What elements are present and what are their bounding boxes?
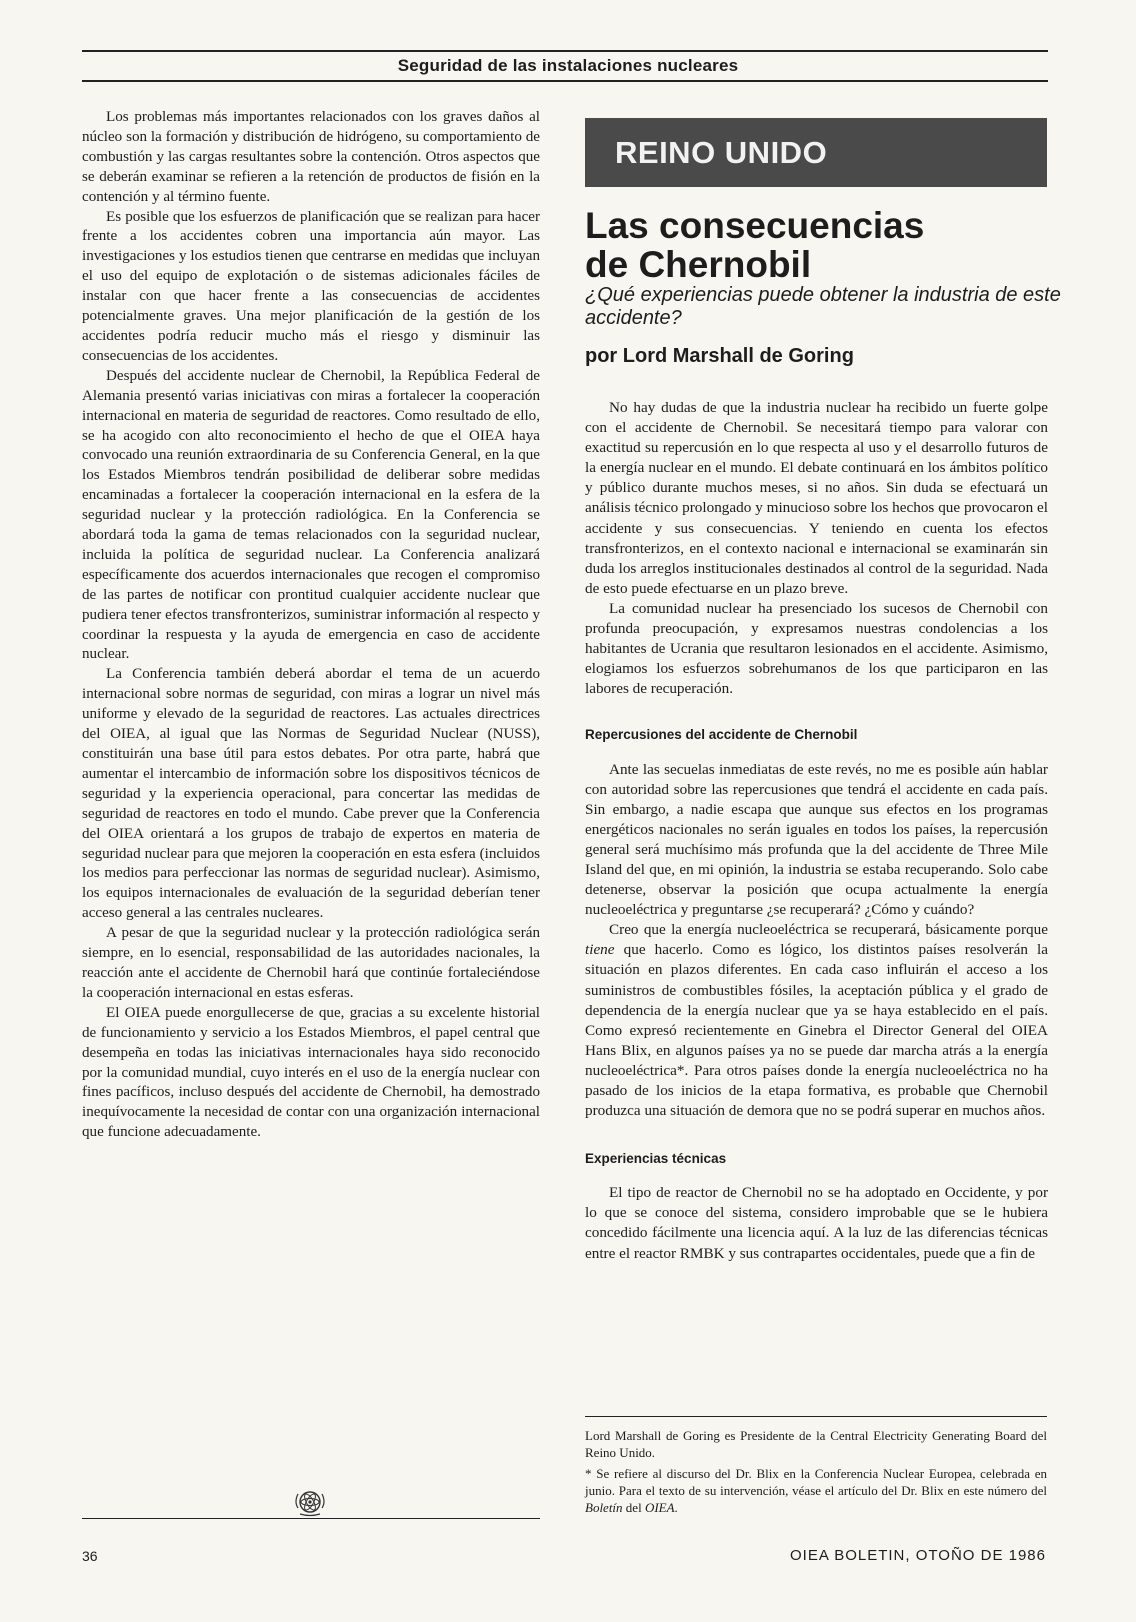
star-footnote-end: . xyxy=(674,1500,678,1515)
article-paragraph: Ante las secuelas inmediatas de este revés, no me es posible aún hablar con autoridad sobre las repercusiones que tendrá el accidente en cada país. Sin embargo, a nadie escapa que aunque sus efectos en los programas energéticos nacionales no serán iguales en todos los países, la repercusión general será muchísimo más profunda que la del accidente de Three Mile Island del que, en mi opinión, la industria se estaba recuperando. Solo cabe detenerse, observar la posición que ocupa actualmente la energía nucleoeléctrica y preguntarse ¿se recuperará? ¿Cómo y cuándo? xyxy=(585,760,1048,919)
article-title-line2: de Chernobil xyxy=(585,244,812,285)
article-paragraph: El tipo de reactor de Chernobil no se ha adoptado en Occidente, y por lo que se conoce del sistema, considero improbable que se le hubiera concedido fácilmente una licencia aquí. A la luz de las diferencias técnicas entre el reactor RMBK y sus contrapartes occidentales, puede que a fin de xyxy=(585,1184,1048,1262)
bottom-left-rule xyxy=(82,1518,540,1519)
page-number: 36 xyxy=(82,1548,98,1564)
author-footnote: Lord Marshall de Goring es Presidente de la Central Electricity Generating Board del Reino Unido. xyxy=(585,1428,1047,1460)
footnotes xyxy=(585,1427,1047,1520)
header-bottom-rule xyxy=(82,80,1048,82)
left-paragraph: El OIEA puede enorgullecerse de que, gracias a su excelente historial de funcionamiento y servicio a los Estados Miembros, el papel central que desempeña en todas las iniciativas internacionales haya sido reconocido por la comunidad mundial, cuyo interés en el uso de la energía nuclear con fines pacíficos, incluso después del accidente de Chernobil, ha demostrado inequívocamente la necesidad de contar con una organización internacional que funcione adecuadamente. xyxy=(82,1004,540,1141)
creo-emphasis: tiene xyxy=(585,941,615,959)
running-header: Seguridad de las instalaciones nucleares xyxy=(397,56,739,75)
star-footnote xyxy=(585,1465,1047,1516)
creo-text-a: Creo que la energía nucleoeléctrica se recuperará, básicamente porque xyxy=(609,921,1048,939)
star-footnote-boletin: Boletín xyxy=(585,1500,623,1515)
article-paragraph xyxy=(585,920,1048,1121)
section-heading-repercusiones: Repercusiones del accidente de Chernobil xyxy=(585,727,858,743)
header-top-rule xyxy=(82,50,1048,52)
star-footnote-text: * Se refiere al discurso del Dr. Blix en la Conferencia Nuclear Europea, celebrada en junio. Para el texto de su intervención, véase el artículo del Dr. Blix en este número del xyxy=(585,1466,1047,1498)
star-footnote-oiea: OIEA xyxy=(644,1500,675,1515)
article-title xyxy=(585,206,1055,284)
section-heading-experiencias: Experiencias técnicas xyxy=(585,1151,727,1167)
left-column xyxy=(82,108,540,1143)
article-paragraph: No hay dudas de que la industria nuclear ha recibido un fuerte golpe con el accidente de Chernobil. Se necesitará tiempo para valorar con exactitud su repercusión en lo que respecta al uso y el desarrollo futuros de la energía nuclear en el mundo. El debate continuará en los ámbitos político y público durante muchos meses, si no años. Sin duda se efectuará un análisis técnico prolongado y minucioso sobre los hechos que provocaron el accidente y sus consecuencias. Y teniendo en cuenta los efectos transfronterizos, en el contexto nacional e internacional se examinarán sin duda los arreglos institucionales destinados al control de la seguridad. Nada de esto puede efectuarse en un plazo breve. xyxy=(585,399,1048,597)
left-paragraph: Los problemas más importantes relacionados con los graves daños al núcleo son la formación y distribución de hidrógeno, su comportamiento de combustión y las cargas resultantes sobre la contención. Otros aspectos que se deberán examinar se refieren a la retención de productos de fisión en la contención y al término fuente. xyxy=(82,109,540,205)
article-paragraph: La comunidad nuclear ha presenciado los sucesos de Chernobil con profunda preocupación, y expresamos nuestras condolencias a los habitantes de Ucrania que resultaron lesionados en el accidente. Asimismo, elogiamos los esfuerzos sobrehumanos de los que participaron en las labores de recuperación. xyxy=(585,599,1048,698)
creo-text-b: que hacerlo. Como es lógico, los distintos países resolverán la situación en plazos diferentes. En cada caso influirán el acceso a los suministros de combustibles fósiles, la aceptación pública y el grado de dependencia de la energía nuclear que ya se haya establecido en el país. Como expresó recientemente en Ginebra el Director General del OIEA Hans Blix, en algunos países ya no se puede dar marcha atrás a la energía nucleoeléctrica*. Para otros países donde la energía nucleoeléctrica no ha pasado de los inicios de la etapa formativa, es probable que Chernobil produzca una situación de demora que no se podrá superar en muchos años. xyxy=(585,941,1049,1120)
publication-footer: OIEA BOLETIN, OTOÑO DE 1986 xyxy=(790,1547,1046,1564)
left-paragraph: Es posible que los esfuerzos de planificación que se realizan para hacer frente a los accidentes cobren una importancia aún mayor. Las investigaciones y los estudios tienen que centrarse en medidas que incluyan el uso del equipo de explotación o de sistemas adicionales fáciles de instalar con que hacer frente a las consecuencias de accidentes potencialmente graves. Una mejor planificación de la gestión de los accidentes podría reducir mucho más el riesgo y disminuir las consecuencias de los accidentes. xyxy=(82,208,540,364)
article-subtitle: ¿Qué experiencias puede obtener la industria de este accidente? xyxy=(585,284,1061,329)
right-column xyxy=(585,398,1048,1264)
footnote-rule xyxy=(585,1416,1047,1417)
star-footnote-del: del xyxy=(625,1500,642,1515)
left-paragraph: La Conferencia también deberá abordar el tema de un acuerdo internacional sobre normas de seguridad, con miras a lograr un nivel más uniforme y elevado de la seguridad de reactores. Las actuales directrices del OIEA, al igual que las Normas de Seguridad Nuclear (NUSS), constituirán una base útil para estos debates. Por otra parte, habrá que aumentar el intercambio de información sobre los dispositivos técnicos de seguridad y la experiencia operacional, para concertar las medidas de seguridad de reactores en todo el mundo. Cabe prever que la Conferencia del OIEA orientará a los grupos de trabajo de expertos en materia de seguridad nuclear para que mejoren la cooperación en esta esfera (incluidos los medios para perfeccionar las normas de seguridad nuclear). Asimismo, los equipos internacionales de evaluación de la seguridad deberían tener acceso general a las centrales nucleares. xyxy=(82,666,540,922)
left-paragraph: A pesar de que la seguridad nuclear y la protección radiológica serán siempre, en lo esencial, responsabilidad de las autoridades nacionales, la reacción ante el accidente de Chernobil hará que continúe fortaleciéndose la cooperación internacional en estas esferas. xyxy=(82,925,540,1001)
article-byline: por Lord Marshall de Goring xyxy=(585,345,854,367)
country-banner: REINO UNIDO xyxy=(585,118,1047,187)
left-paragraph: Después del accidente nuclear de Chernobil, la República Federal de Alemania presentó varias iniciativas con miras a fortalecer la cooperación internacional en materia de seguridad de reactores. Como resultado de ello, se ha acogido con alto reconocimiento el hecho de que el OIEA haya convocado una reunión extraordinaria de su Conferencia General, en la que los Estados Miembros tendrán posibilidad de deliberar sobre medidas encaminadas a fortalecer la cooperación internacional en la esfera de la seguridad nuclear y la protección radiológica. En la Conferencia se abordará toda la gama de temas relacionados con la seguridad nuclear, incluida la política de seguridad nuclear. La Conferencia analizará específicamente dos acuerdos internacionales que recogen el compromiso de las partes de notificar con prontitud cualquier accidente nuclear que pudiera tener efectos transfronterizos, suministrar información al respecto y coordinar la respuesta y la ayuda de emergencia en caso de accidente nuclear. xyxy=(82,367,540,663)
iaea-emblem-icon xyxy=(290,1488,330,1518)
article-title-line1: Las consecuencias xyxy=(585,205,925,246)
